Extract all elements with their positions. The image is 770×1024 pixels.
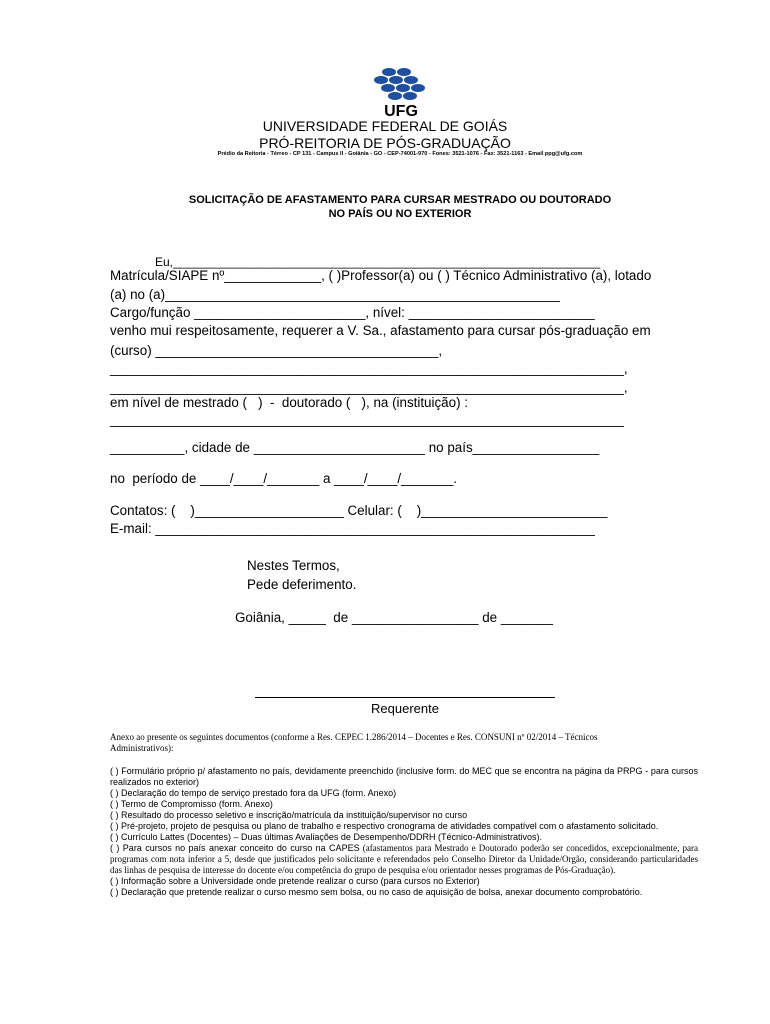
address-line: Prédio da Reitoria - Térreo - CP 131 - Campus II - Goiânia - GO - CEP-74001-970 - Fones: 3521-1076 - Fax: 3521-1163 - Email ppg@ufg.com xyxy=(217,151,583,157)
closing-line: Nestes Termos, xyxy=(247,558,340,573)
form-subtitle: NO PAÍS OU NO EXTERIOR xyxy=(328,208,472,220)
annex-item: ( ) Termo de Compromisso (form. Anexo) xyxy=(110,799,273,809)
request-line: venho mui respeitosamente, requerer a V. Sa., afastamento para cursar pós-graduação em xyxy=(110,323,651,338)
annex-item xyxy=(110,843,698,876)
annex-item: ( ) Pré-projeto, projeto de pesquisa ou plano de trabalho e respectivo cronograma de atividades compatível com o afastamento solicitado. xyxy=(110,821,659,831)
lotacao-line: (a) no (a)_____________________________________________________ xyxy=(110,287,560,302)
annex-item: ( ) Declaração do tempo de serviço prestado fora da UFG (form. Anexo) xyxy=(110,788,397,798)
blank-line: _____________________________________________________________________, xyxy=(110,380,628,395)
contatos-line: Contatos: ( )____________________ Celular: ( )_________________________ xyxy=(110,503,608,518)
signature-line xyxy=(255,697,555,698)
closing-line: Pede deferimento. xyxy=(247,577,357,592)
date-line: Goiânia, _____ de _________________ de _______ xyxy=(235,610,553,625)
form-title: SOLICITAÇÃO DE AFASTAMENTO PARA CURSAR MESTRADO OU DOUTORADO xyxy=(188,194,612,206)
logo-text: UFG xyxy=(384,103,418,118)
instituicao-line: _____________________________________________________________________ xyxy=(110,412,624,427)
annex-item: ( ) Declaração que pretende realizar o curso mesmo sem bolsa, ou no caso de aquisição de bolsa, anexar documento comprobatório. xyxy=(110,887,643,897)
cargo-line: Cargo/função _______________________, nível: _________________________ xyxy=(110,305,595,320)
periodo-line: no período de ____/____/_______ a ____/____/_______. xyxy=(110,471,457,486)
email-line: E-mail: ___________________________________________________________ xyxy=(110,521,595,536)
ufg-logo xyxy=(368,66,434,118)
matricula-line: Matrícula/SIAPE nº_____________, ( )Professor(a) ou ( ) Técnico Administrativo (a), lotado xyxy=(110,268,652,283)
university-name: UNIVERSIDADE FEDERAL DE GOIÁS xyxy=(262,118,508,134)
name-field-line: Eu,________________________________________________________________ xyxy=(155,255,601,269)
department-name: PRÓ-REITORIA DE PÓS-GRADUAÇÃO xyxy=(259,135,511,151)
annex-item: ( ) Currículo Lattes (Docentes) – Duas últimas Avaliações de Desempenho/DDRH (Técnico-Administrativos). xyxy=(110,832,542,842)
curso-line: (curso) ______________________________________, xyxy=(110,343,443,358)
blank-line: _____________________________________________________________________, xyxy=(110,361,628,376)
annex-intro: Administrativos): xyxy=(110,743,174,753)
annex-intro: Anexo ao presente os seguintes documentos (conforme a Res. CEPEC 1.286/2014 – Docentes e Res. CONSUNI nº 02/2014 – Técnicos xyxy=(110,732,598,742)
annex-item: ( ) Formulário próprio p/ afastamento no país, devidamente preenchido (inclusive form. do MEC que se encontra na página da PRPG - para cursos realizados no exterior) xyxy=(110,766,698,787)
requerente-label: Requerente xyxy=(371,701,439,716)
cidade-line: __________, cidade de _______________________ no país_________________ xyxy=(110,440,600,455)
annex-item: ( ) Resultado do processo seletivo e inscrição/matrícula da instituição/supervisor no curso xyxy=(110,810,468,820)
annex-item-lead: ( ) Para cursos no país anexar conceito do curso na CAPES xyxy=(110,843,360,853)
nivel-line: em nível de mestrado ( ) - doutorado ( ), na (instituição) : xyxy=(110,395,468,410)
annex-item: ( ) Informação sobre a Universidade onde pretende realizar o curso (para cursos no Exterior) xyxy=(110,876,480,886)
annex-item-note: (afastamentos para Mestrado e Doutorado poderão ser concedidos, excepcionalmente, para programas com nota inferior a 5, desde que justificados pelo solicitante e referendados pelo Conselho Diretor da Unidade/Orgão, considerando particularidades das linhas de pesquisa de interesse do docente e/ou competência do grupo de pesquisa e/ou orientador nesses programas de Pós-Graduação). xyxy=(110,843,698,875)
annex-items xyxy=(110,766,698,898)
